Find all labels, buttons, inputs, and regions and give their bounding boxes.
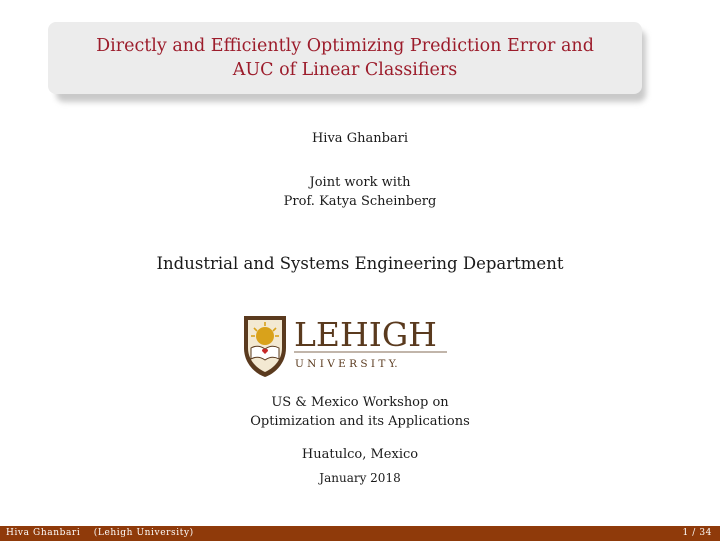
footer-bar bbox=[0, 526, 720, 541]
footer-author: Hiva Ghanbari bbox=[6, 528, 81, 538]
footer-institution: (Lehigh University) bbox=[93, 528, 194, 538]
logo-subtitle: U N I V E R S I T Y. bbox=[295, 358, 398, 370]
title-line-1: Directly and Efficiently Optimizing Prediction Error and bbox=[96, 36, 594, 56]
joint-work bbox=[0, 173, 720, 211]
department: Industrial and Systems Engineering Department bbox=[156, 254, 564, 273]
workshop bbox=[0, 393, 720, 431]
joint-line-2: Prof. Katya Scheinberg bbox=[283, 194, 437, 209]
footer-left bbox=[6, 526, 194, 541]
page-number: 1 / 34 bbox=[682, 528, 712, 538]
location: Huatulco, Mexico bbox=[301, 447, 419, 462]
title-block bbox=[48, 22, 642, 94]
logo-wordmark: LEHIGH bbox=[294, 315, 437, 354]
lehigh-logo bbox=[242, 314, 452, 378]
workshop-line-2: Optimization and its Applications bbox=[250, 414, 470, 429]
workshop-line-1: US & Mexico Workshop on bbox=[271, 395, 449, 410]
lehigh-shield-icon bbox=[244, 316, 286, 377]
joint-line-1: Joint work with bbox=[309, 175, 411, 190]
date: January 2018 bbox=[319, 471, 401, 485]
title-line-2: AUC of Linear Classifiers bbox=[232, 60, 458, 80]
author-name: Hiva Ghanbari bbox=[311, 131, 409, 146]
